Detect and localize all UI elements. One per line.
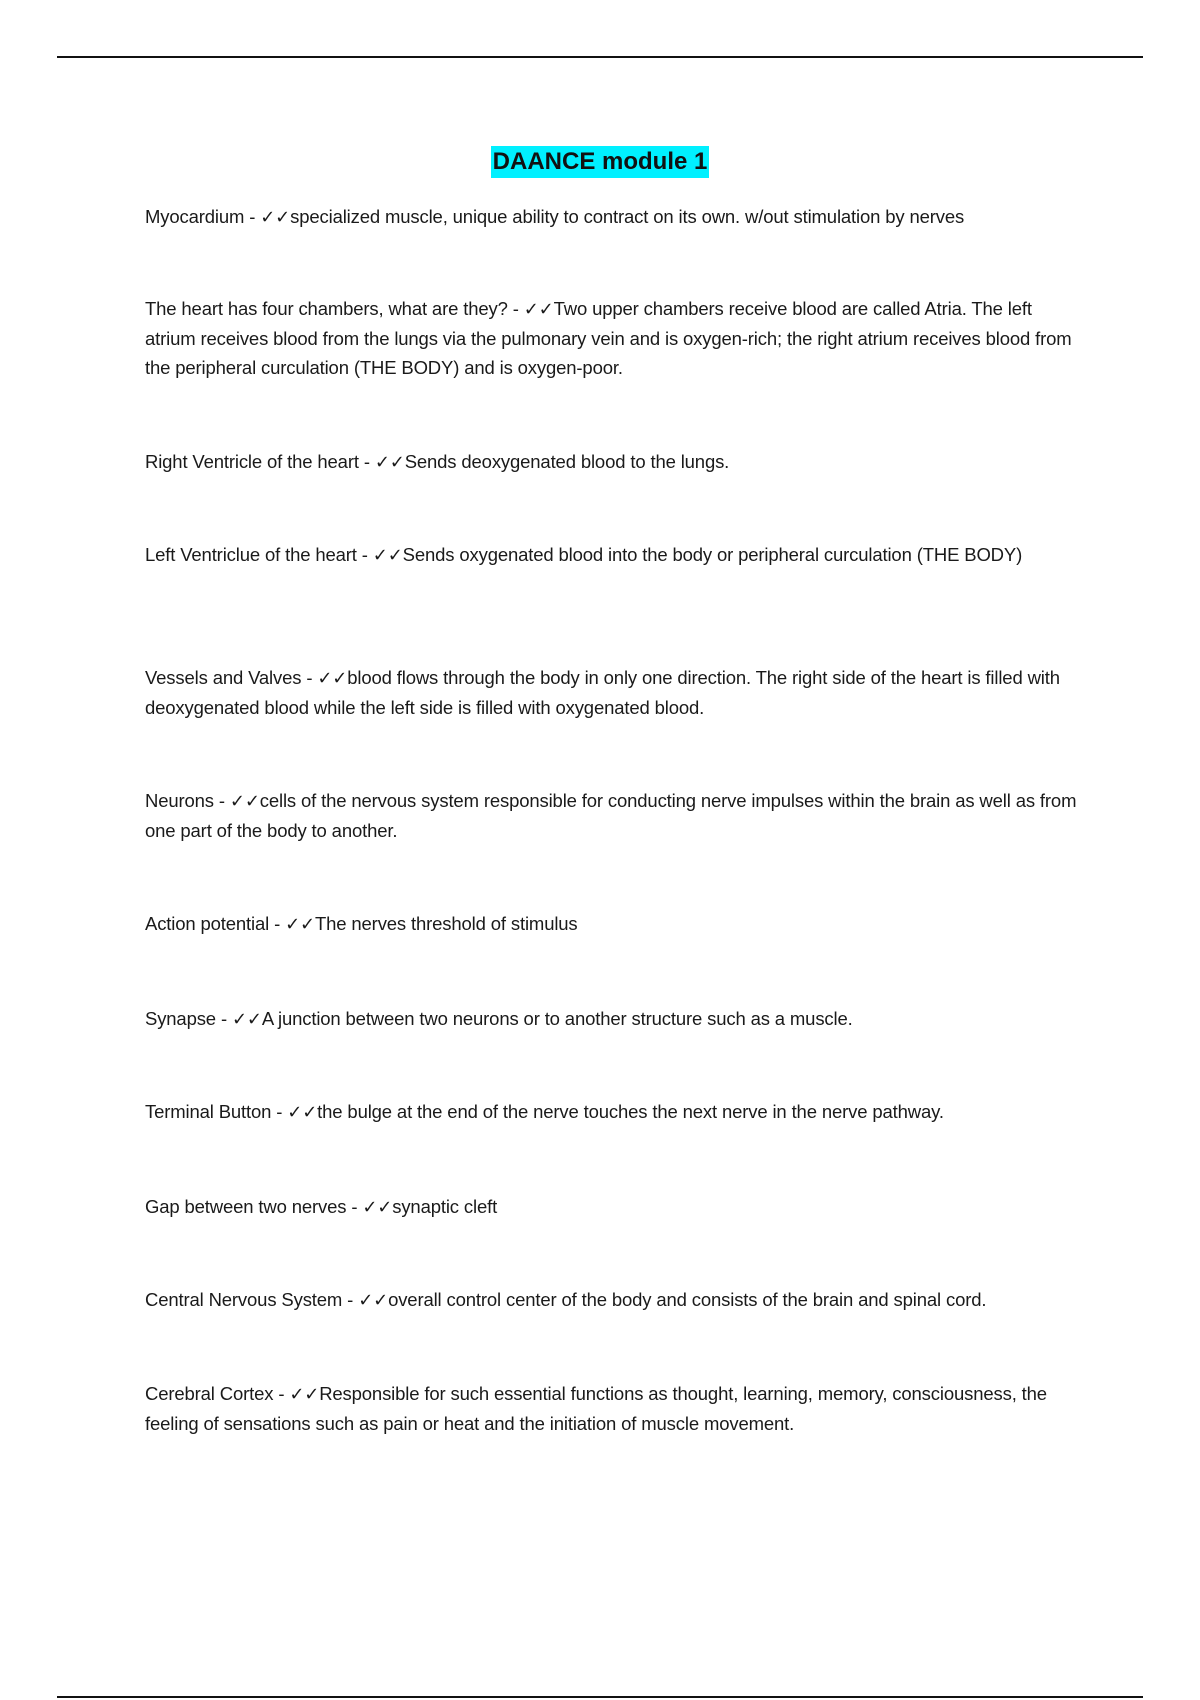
term-separator: - [507,298,524,319]
top-rule [57,56,1143,58]
entry-definition: Responsible for such essential functions as thought, learning, memory, consciousness, the feeling of sensations such as pain or heat and the initiation of muscle movement. [145,1383,1047,1434]
double-check-icon: ✓✓ [374,452,405,473]
entry-definition: specialized muscle, unique ability to contract on its own. w/out stimulation by nerves [290,206,965,227]
entry-action-potential [145,909,1085,939]
term-separator: - [213,790,230,811]
entry-right-ventricle [145,447,1085,477]
entry-vessels-valves [145,663,1085,722]
entry-definition: Sends deoxygenated blood to the lungs. [404,451,730,472]
entry-term: Central Nervous System [145,1289,343,1310]
double-check-icon: ✓✓ [362,1197,393,1218]
entry-terminal-button [145,1097,1085,1127]
entry-definition: The nerves threshold of stimulus [314,913,578,934]
entry-neurons [145,786,1085,845]
entry-term: Terminal Button [145,1101,272,1122]
term-separator: - [244,206,261,227]
entry-myocardium [145,202,1085,232]
double-check-icon: ✓✓ [287,1102,318,1123]
entry-definition: Two upper chambers receive blood are called Atria. The left atrium receives blood from the lungs via the pulmonary vein and is oxygen-rich; the right atrium receives blood from the peripheral curculation (THE BODY) and is oxygen-poor. [145,298,1072,378]
double-check-icon: ✓✓ [289,1384,320,1405]
entry-central-nervous-system [145,1285,1085,1315]
double-check-icon: ✓✓ [260,207,291,228]
bottom-rule [57,1696,1143,1698]
double-check-icon: ✓✓ [372,545,403,566]
entry-cerebral-cortex [145,1379,1085,1438]
entry-term: Myocardium [145,206,245,227]
entry-left-ventricle [145,540,1085,570]
entry-term: Neurons [145,790,214,811]
entry-gap-between-nerves [145,1192,1085,1222]
term-separator: - [273,1383,290,1404]
entry-term: The heart has four chambers, what are they? [145,298,508,319]
entry-definition: Sends oxygenated blood into the body or peripheral curculation (THE BODY) [402,544,1023,565]
entry-term: Left Ventriclue of the heart [145,544,357,565]
double-check-icon: ✓✓ [523,299,554,320]
entry-term: Vessels and Valves [145,667,302,688]
entry-term: Right Ventricle of the heart [145,451,359,472]
term-separator: - [346,1196,363,1217]
term-separator: - [269,913,286,934]
term-separator: - [356,544,373,565]
entry-term: Cerebral Cortex [145,1383,274,1404]
entry-term: Gap between two nerves [145,1196,347,1217]
double-check-icon: ✓✓ [285,914,315,935]
term-separator: - [271,1101,288,1122]
entry-definition: A junction between two neurons or to another structure such as a muscle. [261,1008,853,1029]
double-check-icon: ✓✓ [229,791,260,812]
entry-definition: overall control center of the body and consists of the brain and spinal cord. [388,1289,987,1310]
double-check-icon: ✓✓ [231,1009,262,1030]
term-separator: - [342,1289,359,1310]
entry-definition: blood flows through the body in only one direction. The right side of the heart is filled with deoxygenated blood while the left side is filled with oxygenated blood. [145,667,1060,718]
entry-term: Synapse [145,1008,216,1029]
document-title: DAANCE module 1 [491,146,710,178]
entry-synapse [145,1004,1085,1034]
double-check-icon: ✓✓ [317,668,348,689]
entry-heart-chambers [145,294,1085,382]
term-separator: - [358,451,375,472]
double-check-icon: ✓✓ [358,1290,389,1311]
entry-definition: cells of the nervous system responsible for conducting nerve impulses within the brain as well as from one part of the body to another. [145,790,1077,841]
entry-definition: the bulge at the end of the nerve touches the next nerve in the nerve pathway. [317,1101,944,1122]
term-separator: - [301,667,318,688]
title-container [0,146,1200,178]
entry-term: Action potential [145,913,270,934]
entry-definition: synaptic cleft [392,1196,498,1217]
term-separator: - [215,1008,232,1029]
